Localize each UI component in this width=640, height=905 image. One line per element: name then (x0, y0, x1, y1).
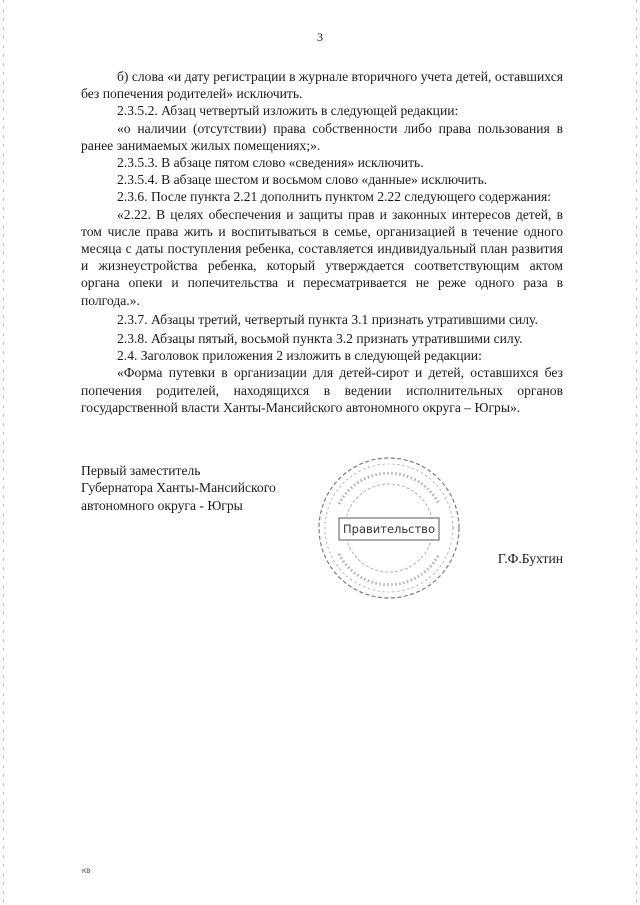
paragraph-2-3-5-2: 2.3.5.2. Абзац четвертый изложить в следующей редакции: (117, 103, 459, 119)
paragraph-2-3-5-2-text: «о наличии (отсутствии) права собственности либо права пользования в ранее занимаемых жилых помещениях;». (81, 120, 563, 153)
executor-mark: КВ (82, 868, 91, 875)
document-body (81, 68, 563, 416)
paragraph-2-4: 2.4. Заголовок приложения 2 изложить в следующей редакции: (117, 348, 482, 364)
scan-edge-left (3, 0, 4, 905)
paragraph-2-22-text: «2.22. В целях обеспечения и защиты прав и законных интересов детей, в том числе права жить и воспитываться в семье, организацией в течение одного месяца с даты поступления ребенка, составляется индивидуальный план развития и жизнеустройства ребенка, который утверждается соответствующим актом органа опеки и попечительства и пересматривается не реже одного раза в полгода.». (81, 206, 563, 308)
signature-block (81, 462, 563, 632)
signer-name: Г.Ф.Бухтин (497, 551, 563, 566)
seal-text: Правительство (343, 522, 435, 536)
signer-title-line: Первый заместитель (81, 463, 201, 478)
signer-title-line: Губернатора Ханты-Мансийского (81, 480, 276, 496)
paragraph-2-3-7: 2.3.7. Абзацы третий, четвертый пункта 3.1 признать утратившими силу. (117, 311, 538, 327)
signer-title (81, 462, 276, 514)
paragraph-2-4-text: «Форма путевки в организации для детей-сирот и детей, оставшихся без попечения родителей, находящихся в ведении исполнительных органов государственной власти Ханты-Мансийского автономного округа – Югры». (81, 365, 563, 415)
paragraph-2-3-8: 2.3.8. Абзацы пятый, восьмой пункта 3.2 признать утратившими силу. (117, 331, 523, 347)
paragraph-2-3-5-4: 2.3.5.4. В абзаце шестом и восьмом слово «данные» исключить. (117, 172, 488, 188)
signer-title-line: автономного округа - Югры (81, 497, 243, 513)
paragraph-2-3-5-3: 2.3.5.3. В абзаце пятом слово «сведения» исключить. (117, 155, 424, 171)
paragraph-removal-clause: б) слова «и дату регистрации в журнале вторичного учета детей, оставшихся без попечения родителей» исключить. (81, 69, 563, 102)
official-seal (309, 448, 469, 608)
seal-graphic (309, 448, 469, 608)
page-number: 3 (317, 30, 323, 44)
paragraph-2-3-6: 2.3.6. После пункта 2.21 дополнить пунктом 2.22 следующего содержания: (117, 189, 552, 205)
scan-edge-right (636, 0, 637, 905)
